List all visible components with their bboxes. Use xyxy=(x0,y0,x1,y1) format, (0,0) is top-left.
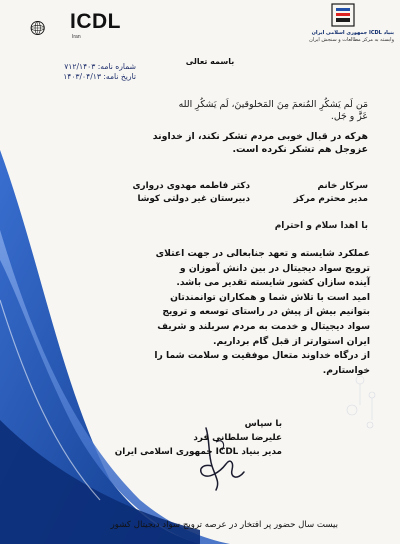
body-line: ترویج سواد دیجیتال در بین دانش آموزان و xyxy=(179,262,370,274)
signer-position: مدیر بنیاد ICDL جمهوری اسلامی ایران xyxy=(114,447,282,457)
icdl-globe-icon xyxy=(28,6,72,50)
quote-line: عَزَّ و جَل. xyxy=(330,111,368,122)
letter-number: شماره نامه: ۷۱۲/۱۴۰۳ xyxy=(64,62,136,71)
quote-translation xyxy=(153,130,368,156)
body-line: بتوانیم بیش از پیش در راستای توسعه و ترویج xyxy=(162,306,370,318)
body-line: خواستارم. xyxy=(322,364,370,376)
greeting: با اهدا سلام و احترام xyxy=(274,221,368,231)
signoff-thanks: با سپاس xyxy=(244,419,282,429)
emblem-icon xyxy=(330,2,356,28)
saying-line: هرکه در قبال خوبی مردم تشکر نکند، از خداوند xyxy=(152,131,368,142)
recipient-title: مدیر محترم مرکز xyxy=(293,194,368,204)
recipient-name: دکتر فاطمه مهدوی درواری xyxy=(132,181,250,191)
hadith-quote xyxy=(179,99,368,123)
quote-line: مَن لَم یَشکُرِ المُنعمَ مِنَ المَخلوقینَ، لَم یَشکُرِ الله xyxy=(178,99,368,110)
icdl-logo-text: ICDL xyxy=(70,10,121,33)
recipient-titles xyxy=(294,180,368,206)
body-line: سواد دیجیتال و خدمت به مردم سربلند و شریف xyxy=(157,320,370,332)
body-line: امید است با تلاش شما و همکاران توانمندتان xyxy=(170,291,370,303)
org-name: بنیاد ICDL جمهوری اسلامی ایران xyxy=(311,30,394,36)
icdl-logo-sub: Iran xyxy=(72,34,81,40)
org-header xyxy=(264,30,394,44)
letter-date: تاریخ نامه: ۱۴۰۳/۰۴/۱۳ xyxy=(63,72,136,81)
signer-name: علیرضا سلطانی فرد xyxy=(193,433,282,443)
letter-heading: باسمه تعالی xyxy=(185,57,235,66)
letter-body xyxy=(25,247,370,378)
body-line: آینده سازان کشور شایسته تقدیر می باشد. xyxy=(176,277,370,289)
org-sub: وابسته به مرکز مطالعات و سنجش ایران xyxy=(309,37,394,43)
signoff-block xyxy=(115,417,282,459)
recipient-salutation: سرکار خانم xyxy=(317,181,368,191)
footer-slogan: بیست سال حضور پر افتخار در عرصه ترویج سواد دیجیتال کشور xyxy=(110,520,338,530)
body-line: از درگاه خداوند متعال موفقیت و سلامت شما را xyxy=(154,350,370,362)
saying-line: عزوجل هم تشکر نکرده است. xyxy=(232,144,368,155)
recipient-school: دبیرستان غیر دولتی کوشا xyxy=(137,194,250,204)
recipient-details xyxy=(132,180,250,206)
body-line: ایران استوارتر از قبل گام برداریم. xyxy=(213,335,370,347)
letter-meta xyxy=(36,62,136,82)
body-line: عملکرد شایسته و تعهد جنابعالی در جهت اعتلای xyxy=(155,248,370,259)
